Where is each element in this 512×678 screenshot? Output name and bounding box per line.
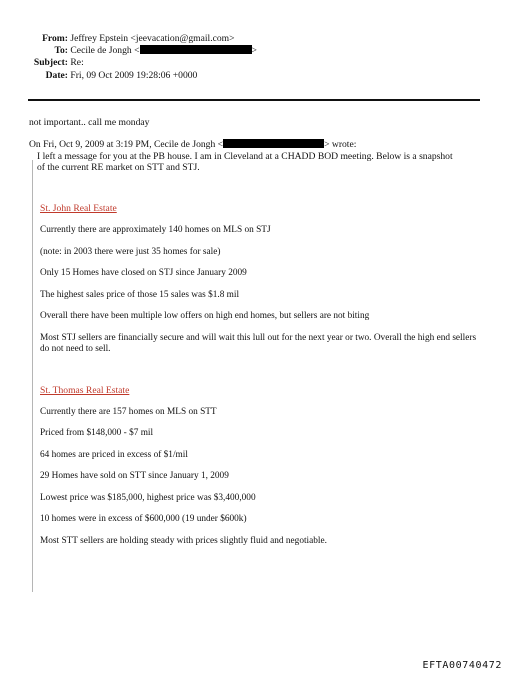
list-item: Currently there are approximately 140 homes on MLS on STJ (40, 225, 271, 235)
list-item: 64 homes are priced in excess of $1/mil (40, 450, 188, 460)
redaction-bar (223, 139, 324, 148)
subject-value: Re: (70, 57, 84, 68)
from-value: Jeffrey Epstein <jeevacation@gmail.com> (70, 33, 235, 44)
subject-label: Subject: (33, 57, 68, 68)
date-label: Date: (45, 70, 68, 81)
list-item: Only 15 Homes have closed on STJ since January 2009 (40, 268, 247, 278)
date-value: Fri, 09 Oct 2009 19:28:06 +0000 (70, 70, 198, 81)
to-value-suffix: > (251, 45, 257, 56)
to-row (0, 45, 257, 57)
list-item: Lowest price was $185,000, highest price was $3,400,000 (40, 493, 256, 503)
quote-attribution (29, 139, 356, 150)
attribution-prefix: On Fri, Oct 9, 2009 at 3:19 PM, Cecile de Jongh < (29, 139, 224, 150)
list-item: 10 homes were in excess of $600,000 (19 under $600k) (40, 514, 247, 524)
to-value-prefix: Cecile de Jongh < (70, 45, 140, 56)
list-item: Most STT sellers are holding steady with prices slightly fluid and negotiable. (40, 536, 327, 546)
redaction-bar (140, 45, 252, 54)
list-item: 29 Homes have sold on STT since January 1, 2009 (40, 471, 229, 481)
list-item: Currently there are 157 homes on MLS on STT (40, 407, 217, 417)
date-row (0, 70, 197, 82)
section-title-st-john: St. John Real Estate (40, 203, 117, 214)
subject-row (0, 57, 84, 69)
list-item: (note: in 2003 there were just 35 homes for sale) (40, 247, 221, 257)
to-label: To: (54, 45, 68, 56)
section-title-st-thomas: St. Thomas Real Estate (40, 385, 130, 396)
list-item: The highest sales price of those 15 sales was $1.8 mil (40, 290, 240, 300)
bates-number: EFTA00740472 (422, 660, 502, 671)
list-item: Most STJ sellers are financially secure and will wait this lull out for the next year or two. Overall the high end sellers do not need to sell. (40, 333, 477, 354)
attribution-suffix: > wrote: (324, 139, 357, 150)
quote-intro-line2: of the current RE market on STT and STJ. (37, 162, 200, 173)
quote-intro-line1: I left a message for you at the PB house. I am in Cleveland at a CHADD BOD meeting. Below is a snapshot (37, 151, 453, 162)
from-label: From: (42, 33, 68, 44)
from-row (0, 33, 235, 45)
reply-text: not important.. call me monday (29, 117, 150, 128)
header-divider (28, 99, 480, 101)
list-item: Priced from $148,000 - $7 mil (40, 428, 154, 438)
quote-bar (32, 160, 33, 592)
list-item: Overall there have been multiple low offers on high end homes, but sellers are not biting (40, 311, 370, 321)
